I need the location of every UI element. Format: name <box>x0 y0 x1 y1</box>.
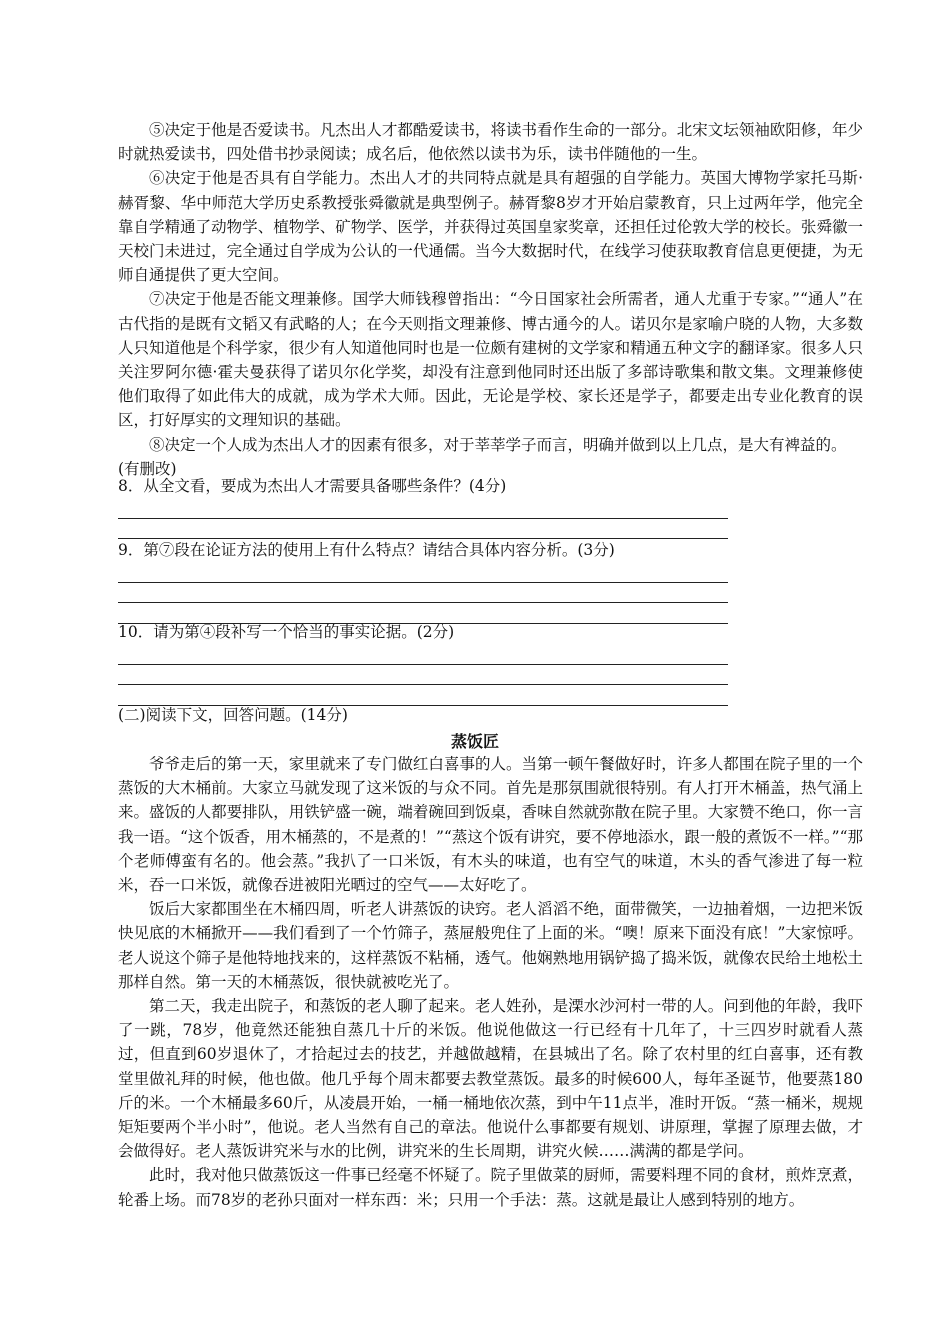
answer-line[interactable] <box>118 498 728 519</box>
answer-line[interactable] <box>118 665 728 686</box>
question-8 <box>118 474 728 539</box>
answer-line[interactable] <box>118 644 728 665</box>
story-paragraph: 此时，我对他只做蒸饭这一件事已经毫不怀疑了。院子里做菜的厨师，需要料理不同的食材，煎炸烹煮，轮番上场。而78岁的老孙只面对一样东西：米；只用一个手法：蒸。这就是最让人感到特别的地方。 <box>118 1166 863 1209</box>
story-title: 蒸饭匠 <box>450 732 499 751</box>
question-10 <box>118 620 728 706</box>
answer-line[interactable] <box>118 562 728 583</box>
paragraph-7: ⑦决定于他是否能文理兼修。国学大师钱穆曾指出：“今日国家社会所需者，通人尤重于专家。”“通人”在古代指的是既有文韬又有武略的人；在今天则指文理兼修、博古通今的人。诺贝尔是家喻户晓的人物，大多数人只知道他是个科学家，很少有人知道他同时也是一位颇有建树的文学家和精通五种文字的翻译家。很多人只关注罗阿尔德·霍夫曼获得了诺贝尔化学奖，却没有注意到他同时还出版了多部诗歌集和散文集。文理兼修使他们取得了如此伟大的成就，成为学术大师。因此，无论是学校、家长还是学子，都要走出专业化教育的误区，打好厚实的文理知识的基础。 <box>118 290 863 430</box>
question-9 <box>118 538 728 624</box>
paragraph-6: ⑥决定于他是否具有自学能力。杰出人才的共同特点就是具有超强的自学能力。英国大博物学家托马斯·赫胥黎、华中师范大学历史系教授张舜徽就是典型例子。赫胥黎8岁才开始启蒙教育，只上过两年学，他完全靠自学精通了动物学、植物学、矿物学、医学，并获得过英国皇家奖章，还担任过伦敦大学的校长。张舜徽一天校门未进过，完全通过自学成为公认的一代通儒。当今大数据时代，在线学习使获取教育信息更便捷，为无师自通提供了更大空间。 <box>118 169 863 285</box>
story-paragraph: 饭后大家都围坐在木桶四周，听老人讲蒸饭的诀窍。老人滔滔不绝，面带微笑，一边抽着烟，一边把米饭快见底的木桶掀开——我们看到了一个竹筛子，蒸屉般兜住了上面的米。“噢！原来下面没有底！”大家惊呼。老人说这个筛子是他特地找来的，这样蒸饭不粘桶，透气。他娴熟地用锅铲捣了捣米饭，就像农民给土地松土那样自然。第一天的木桶蒸饭，很快就被吃光了。 <box>118 900 863 991</box>
story-paragraph: 爷爷走后的第一天，家里就来了专门做红白喜事的人。当第一顿午餐做好时，许多人都围在院子里的一个蒸饭的大木桶前。大家立马就发现了这米饭的与众不同。首先是那氛围就很特别。有人打开木桶盖，热气涌上来。盛饭的人都要排队，用铁铲盛一碗，端着碗回到饭桌，香味自然就弥散在院子里。大家赞不绝口，你一言我一语。“这个饭香，用木桶蒸的，不是煮的！”“蒸这个饭有讲究，要不停地添水，跟一般的煮饭不一样。”“那个老师傅蛮有名的。他会蒸。”我扒了一口米饭，有木头的味道，也有空气的味道，木头的香气渗进了每一粒米，吞一口米饭，就像吞进被阳光晒过的空气——太好吃了。 <box>118 755 863 895</box>
question-label: 9．第⑦段在论证方法的使用上有什么特点？请结合具体内容分析。(3分) <box>118 541 615 559</box>
answer-line[interactable] <box>118 583 728 604</box>
answer-line[interactable] <box>118 519 728 540</box>
story-paragraph: 第二天，我走出院子，和蒸饭的老人聊了起来。老人姓孙，是溧水沙河村一带的人。问到他的年龄，我吓了一跳，78岁，他竟然还能独自蒸几十斤的米饭。他说他做这一行已经有十几年了，十三四岁时就看人蒸过，但直到60岁退休了，才拾起过去的技艺，并越做越精，在县城出了名。除了农村里的红白喜事，还有教堂里做礼拜的时候，他也做。他几乎每个周末都要去教堂蒸饭。最多的时候600人，每年圣诞节，他要蒸180斤的米。一个木桶最多60斤，从凌晨开始，一桶一桶地依次蒸，到中午11点半，准时开饭。“蒸一桶米，规规矩矩要两个半小时”，他说。老人当然有自己的章法。他说什么事都要有规划、讲原理，掌握了原理去做，才会做得好。老人蒸饭讲究米与水的比例，讲究米的生长周期，讲究火候……满满的都是学问。 <box>118 997 863 1161</box>
story-body <box>118 752 863 1212</box>
source-note: (有删改) <box>118 459 177 478</box>
question-label: 8．从全文看，要成为杰出人才需要具备哪些条件？(4分) <box>118 477 507 495</box>
paragraph-5: ⑤决定于他是否爱读书。凡杰出人才都酷爱读书，将读书看作生命的一部分。北宋文坛领袖欧阳修，年少时就热爱读书，四处借书抄录阅读；成名后，他依然以读书为乐，读书伴随他的一生。 <box>118 121 863 164</box>
section-heading: (二)阅读下文，回答问题。(14分) <box>118 706 348 724</box>
essay-continuation <box>118 118 863 481</box>
question-label: 10．请为第④段补写一个恰当的事实论据。(2分) <box>118 623 455 641</box>
paragraph-8: ⑧决定一个人成为杰出人才的因素有很多，对于莘莘学子而言，明确并做到以上几点，是大有裨益的。 <box>149 435 847 454</box>
